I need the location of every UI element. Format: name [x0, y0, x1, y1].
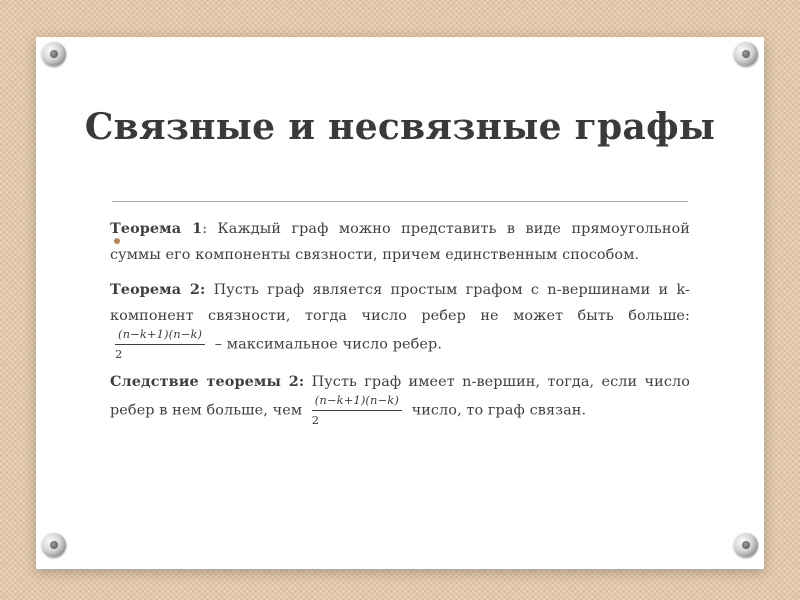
corollary-paragraph — [110, 369, 690, 426]
theorem-2-paragraph — [110, 277, 690, 360]
corollary-label: Следствие теоремы 2: — [110, 373, 305, 390]
corollary-text-after: число, то граф связан. — [406, 402, 587, 419]
theorem-1-paragraph — [110, 216, 690, 268]
pushpin-icon — [734, 42, 758, 66]
corollary-formula — [312, 395, 402, 426]
formula-numerator: (n−k+1)(n−k) — [115, 329, 205, 345]
theorem-2-text-before: Пусть граф является простым графом с n-вершинами и k-компонент связности, тогда число ребер не может быть больше: — [110, 282, 690, 324]
formula-numerator: (n−k+1)(n−k) — [312, 395, 402, 411]
pushpin-icon — [734, 533, 758, 557]
slide-title: Связные и несвязные графы — [84, 106, 716, 148]
theorem-2-text-after: – максимальное число ребер. — [210, 336, 443, 353]
corollary-text-before: Пусть граф имеет n-вершин, тогда, если число ребер в нем больше, чем — [110, 374, 691, 419]
theorem-2-formula — [115, 329, 205, 360]
formula-denominator: 2 — [115, 346, 123, 361]
title-divider — [112, 201, 688, 202]
slide-body — [110, 216, 690, 435]
theorem-1-text: : Каждый граф можно представить в виде прямоугольной суммы его компоненты связности, причем единственным способом. — [110, 221, 690, 263]
formula-denominator: 2 — [311, 412, 320, 427]
pushpin-icon — [42, 533, 66, 557]
theorem-1-label: Теорема 1 — [110, 220, 203, 237]
theorem-2-label: Теорема 2: — [110, 281, 206, 298]
pushpin-icon — [42, 42, 66, 66]
